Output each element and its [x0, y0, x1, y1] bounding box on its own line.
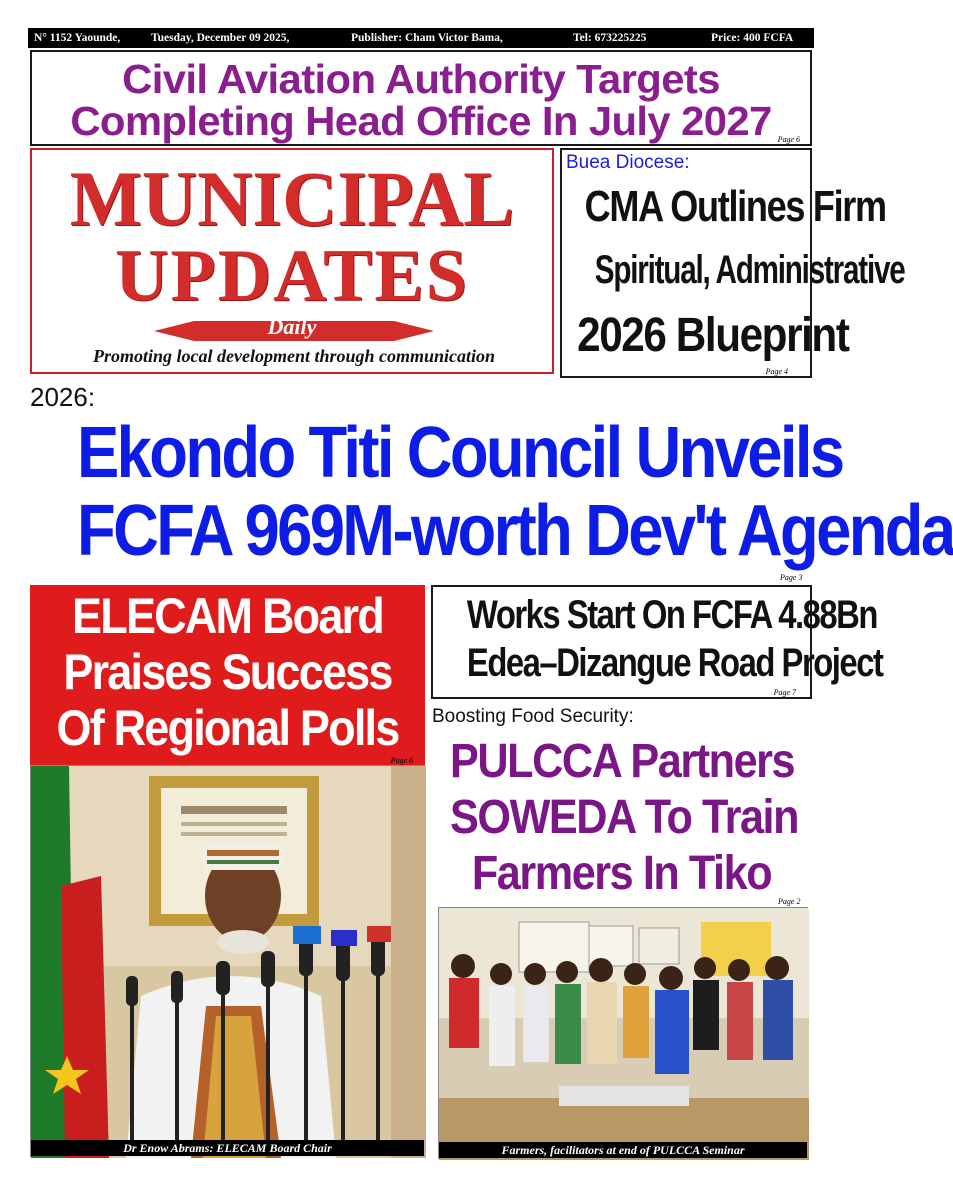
- works-headline-line-2: Edea–Dizangue Road Project: [466, 641, 883, 685]
- food-headline-line-2[interactable]: SOWEDA To Train: [450, 791, 799, 844]
- main-headline-line-1: Civil Aviation Authority Targets: [122, 56, 720, 102]
- elecam-headline-box[interactable]: [30, 585, 425, 765]
- masthead-title-1: MUNICIPAL: [69, 155, 515, 242]
- telephone: Tel: 673225225: [573, 32, 647, 44]
- elecam-headline-line-3: Of Regional Polls: [56, 700, 399, 756]
- side-story-line-3: 2026 Blueprint: [577, 309, 849, 362]
- elecam-photo-caption: Dr Enow Abrams: ELECAM Board Chair: [31, 1140, 424, 1156]
- side-story-line-1: CMA Outlines Firm: [584, 182, 886, 231]
- elecam-headline-line-1: ELECAM Board: [72, 588, 383, 644]
- page-ref: Page 7: [773, 688, 796, 697]
- masthead-title-2: UPDATES: [115, 235, 469, 317]
- page-ref: Page 2: [778, 897, 801, 906]
- main-headline-box[interactable]: [30, 50, 812, 146]
- page-ref: Page 3: [780, 573, 803, 582]
- side-story-box[interactable]: [560, 148, 905, 378]
- group-photo-image: [439, 908, 809, 1160]
- elecam-chair-photo: [30, 765, 425, 1157]
- price: Price: 400 FCFA: [711, 32, 794, 44]
- side-story-kicker: Buea Diocese:: [566, 152, 690, 173]
- page-ref: Page 4: [765, 367, 788, 376]
- masthead-edition: Daily: [267, 314, 317, 339]
- lead-headline-line-1[interactable]: Ekondo Titi Council Unveils: [77, 413, 843, 493]
- page-ref: Page 6: [777, 135, 800, 144]
- lead-story-kicker: 2026:: [30, 382, 96, 412]
- elecam-headline-line-2: Praises Success: [63, 644, 392, 700]
- masthead: [30, 148, 554, 374]
- works-headline-line-1: Works Start On FCFA 4.88Bn: [466, 593, 877, 637]
- page-ref: Page 6: [390, 756, 413, 765]
- press-conference-image: [31, 766, 426, 1158]
- publisher: Publisher: Cham Victor Bama,: [351, 32, 503, 44]
- pulcca-photo-caption: Farmers, facilitators at end of PULCCA Seminar: [439, 1142, 807, 1158]
- pulcca-seminar-photo: [438, 907, 808, 1159]
- top-info-bar: [28, 28, 814, 48]
- food-headline-line-3[interactable]: Farmers In Tiko: [471, 847, 772, 900]
- issue-number: N° 1152 Yaounde,: [34, 32, 121, 44]
- food-story-kicker: Boosting Food Security:: [432, 706, 634, 727]
- food-headline-line-1[interactable]: PULCCA Partners: [450, 735, 795, 788]
- masthead-tagline: Promoting local development through communication: [92, 346, 496, 366]
- main-headline-line-2: Completing Head Office In July 2027: [70, 98, 772, 144]
- side-story-line-2: Spiritual, Administrative: [594, 248, 905, 292]
- issue-date: Tuesday, December 09 2025,: [151, 32, 290, 44]
- lead-headline-line-2[interactable]: FCFA 969M-worth Dev't Agenda: [77, 491, 953, 571]
- works-story-box[interactable]: [431, 585, 883, 699]
